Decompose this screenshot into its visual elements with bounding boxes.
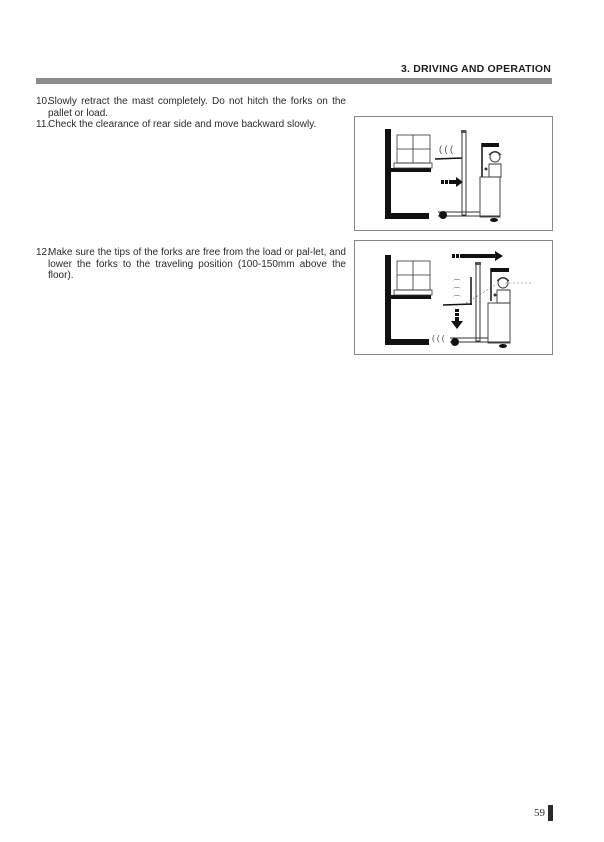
step-10 [36, 96, 346, 119]
step-text: Make sure the tips of the forks are free from the load or pal-let, and lower the forks to the traveling position (100-150mm above the floor). [48, 247, 346, 281]
header-divider [36, 78, 552, 84]
svg-text:( ( (: ( ( ( [439, 144, 453, 154]
page-number-marker [548, 805, 553, 821]
figure-forklift-reversing [354, 116, 553, 231]
step-number: 12. [36, 247, 50, 258]
step-11 [36, 119, 346, 131]
svg-text:⌒: ⌒ [453, 295, 461, 304]
section-title: 3. DRIVING AND OPERATION [400, 63, 551, 75]
svg-text:( ( (: ( ( ( [432, 334, 445, 343]
figure-forklift-lowering [354, 240, 553, 355]
step-number: 10. [36, 96, 50, 107]
step-number: 11. [36, 119, 50, 130]
steps-group-2 [36, 247, 346, 282]
forklift-illustration [355, 117, 552, 230]
step-12 [36, 247, 346, 282]
svg-text:⌒: ⌒ [453, 287, 461, 296]
svg-text:⌒: ⌒ [453, 279, 461, 288]
step-text: Slowly retract the mast completely. Do not hitch the forks on the pallet or load. [48, 96, 346, 119]
step-text: Check the clearance of rear side and move backward slowly. [48, 119, 317, 130]
steps-group-1 [36, 96, 346, 131]
forklift-illustration [355, 241, 552, 354]
page-number: 59 [534, 807, 545, 819]
